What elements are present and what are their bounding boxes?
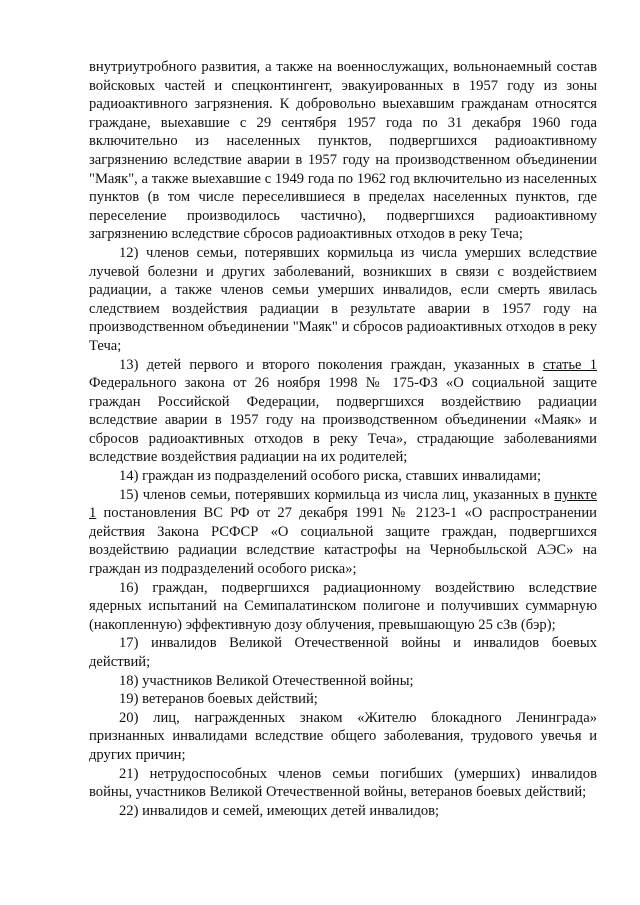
paragraph-text: 15) членов семьи, потерявших кормильца из числа лиц, указанных в [119,486,555,503]
paragraph-item-20 [89,709,597,765]
paragraph-text: 19) ветеранов боевых действий; [119,691,318,708]
paragraph-text: 16) граждан, подвергшихся радиационному воздействию вследствие ядерных испытаний на Семипалатинском полигоне и получивших суммарную (накопленную) эффективную дозу облучения, превышающую 25 сЗв (бэр); [89,579,597,633]
paragraph-item-22 [89,802,597,821]
link-article-1[interactable]: статье 1 [542,356,597,373]
paragraph-item-12 [89,244,597,356]
paragraph-item-19 [89,690,597,709]
paragraph-text: 12) членов семьи, потерявших кормильца из числа умерших вследствие лучевой болезни и других заболеваний, возникших в связи с воздействием радиации, а также членов семьи умерших инвалидов, если смерть явилась следствием воздействия радиации в результате аварии в 1957 году на производственном объединении "Маяк" и сбросов радиоактивных отходов в реку Теча; [89,244,597,354]
document-page [89,58,597,820]
paragraph-item-21 [89,765,597,802]
paragraph-item-15 [89,486,597,579]
paragraph-text: 18) участников Великой Отечественной войны; [119,672,414,689]
paragraph-item-13 [89,356,597,468]
paragraph-text: 20) лиц, награжденных знаком «Жителю блокадного Ленинграда» признанных инвалидами вследствие общего заболевания, трудового увечья и других причин; [89,709,597,763]
paragraph-text: 14) граждан из подразделений особого риска, ставших инвалидами; [119,468,542,485]
paragraph-text: Федерального закона от 26 ноября 1998 № 175-ФЗ «О социальной защите граждан Российской Федерации, подвергшихся воздействию радиации вследствие аварии в 1957 году на производственном объединении «Маяк» и сбросов радиоактивных отходов в реку Теча», страдающие заболеваниями вследствие воздействия радиации на их родителей; [89,375,597,466]
paragraph-item-18 [89,672,597,691]
paragraph-item-14 [89,467,597,486]
paragraph-text: 17) инвалидов Великой Отечественной войны и инвалидов боевых действий; [89,635,597,670]
paragraph-item-17 [89,634,597,671]
paragraph-text: внутриутробного развития, а также на военнослужащих, вольнонаемный состав войсковых частей и спецконтингент, эвакуированных в 1957 году из зоны радиоактивного загрязнения. К добровольно выехавшим гражданам относятся граждане, выехавшие с 29 сентября 1957 года по 31 декабря 1960 года включительно из населенных пунктов, подвергшихся радиоактивному загрязнению вследствие аварии в 1957 году на производственном объединении "Маяк", а также выехавшие с 1949 года по 1962 год включительно из населенных пунктов (в том числе переселившиеся в пределах населенных пунктов, где переселение производилось частично), подвергшихся радиоактивному загрязнению вследствие сбросов радиоактивных отходов в реку Теча; [89,59,597,243]
link-clause-1[interactable]: пункте 1 [89,486,597,522]
paragraph-text: 13) детей первого и второго поколения граждан, указанных в [119,356,543,373]
paragraph-text: 22) инвалидов и семей, имеющих детей инвалидов; [119,802,440,819]
paragraph-text: постановления ВС РФ от 27 декабря 1991 № 2123-1 «О распространении действия Закона РСФСР «О социальной защите граждан, подвергшихся воздействию радиации вследствие катастрофы на Чернобыльской АЭС» на граждан из подразделений особого риска»; [89,505,597,578]
paragraph-continuation [89,58,597,244]
paragraph-item-16 [89,579,597,635]
paragraph-text: 21) нетрудоспособных членов семьи погибших (умерших) инвалидов войны, участников Великой Отечественной войны, ветеранов боевых действий; [89,765,597,801]
